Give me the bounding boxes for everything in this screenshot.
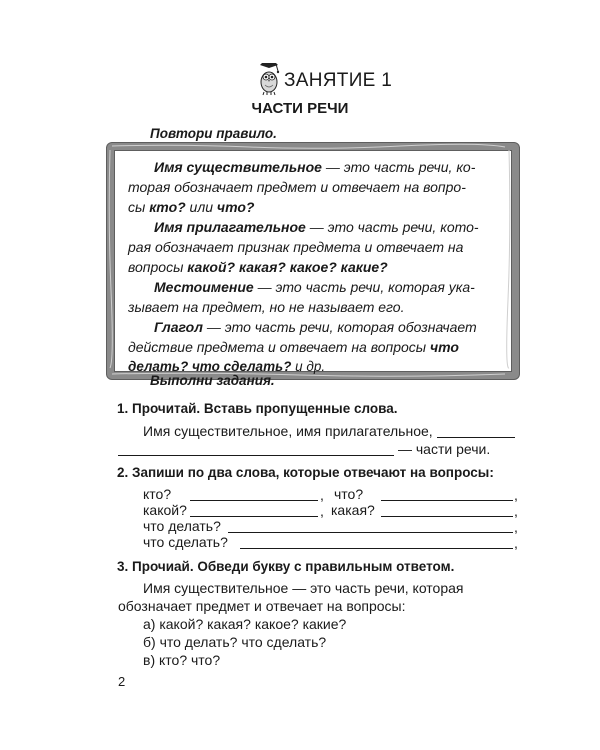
rule-line: Глагол — это часть речи, которая обозначает	[154, 319, 477, 335]
task2-question: кто?	[143, 486, 172, 502]
task2-blank[interactable]	[381, 516, 513, 517]
task3-text: обозначает предмет и отвечает на вопросы:	[118, 598, 406, 614]
task2-blank[interactable]	[228, 532, 513, 533]
task2-question: какая?	[331, 502, 375, 518]
answer-option-b[interactable]: б) что делать? что сделать?	[143, 634, 327, 650]
task2-comma: ,	[514, 487, 518, 503]
answer-option-a[interactable]: а) какой? какая? какое? какие?	[143, 616, 347, 632]
answer-option-c[interactable]: в) кто? что?	[143, 652, 221, 668]
task2-question: что делать?	[143, 518, 221, 534]
task2-blank[interactable]	[381, 500, 513, 501]
task2-comma: ,	[514, 535, 518, 551]
task2-blank[interactable]	[190, 500, 318, 501]
task2-question: что?	[334, 486, 364, 502]
rule-line: зывает на предмет, но не называет его.	[128, 299, 405, 315]
task1-blank-2[interactable]	[118, 455, 394, 456]
lesson-title: ЗАНЯТИЕ 1	[284, 70, 393, 91]
rule-line: сы кто? или что?	[128, 199, 255, 215]
page-subtitle: ЧАСТИ РЕЧИ	[251, 100, 349, 117]
page-number: 2	[118, 674, 126, 689]
task2-comma: ,	[514, 519, 518, 535]
rule-line: Имя существительное — это часть речи, ко-	[154, 159, 476, 175]
instruction-repeat: Повтори правило.	[150, 126, 277, 141]
rule-line: рая обозначает признак предмета и отвечает на	[128, 239, 464, 255]
task1-text-end: — части речи.	[398, 441, 491, 457]
instruction-tasks: Выполни задания.	[150, 373, 275, 388]
task2-comma: ,	[514, 503, 518, 519]
task1-blank-1[interactable]	[437, 437, 515, 438]
rule-line: делать? что сделать? и др.	[128, 359, 326, 374]
rule-line: торая обозначает предмет и отвечает на вопро-	[128, 179, 466, 195]
rule-line: Местоимение — это часть речи, которая ука-	[154, 279, 475, 295]
rule-line: Имя прилагательное — это часть речи, кото-	[154, 219, 479, 235]
task2-comma: ,	[320, 503, 324, 519]
task1-heading: 1. Прочитай. Вставь пропущенные слова.	[117, 401, 398, 416]
task2-blank[interactable]	[240, 548, 513, 549]
task2-blank[interactable]	[190, 516, 318, 517]
task3-text: Имя существительное — это часть речи, которая	[143, 580, 464, 596]
task2-comma: ,	[320, 487, 324, 503]
rule-line: действие предмета и отвечает на вопросы что	[128, 339, 459, 355]
owl-icon	[257, 58, 281, 98]
task3-heading: 3. Прочиай. Обведи букву с правильным ответом.	[117, 559, 455, 574]
task2-question: что сделать?	[143, 534, 228, 550]
task2-heading: 2. Запиши по два слова, которые отвечают на вопросы:	[117, 465, 494, 480]
task1-text: Имя существительное, имя прилагательное,	[143, 423, 433, 439]
rule-line: вопросы какой? какая? какое? какие?	[128, 259, 388, 275]
task2-question: какой?	[143, 502, 187, 518]
